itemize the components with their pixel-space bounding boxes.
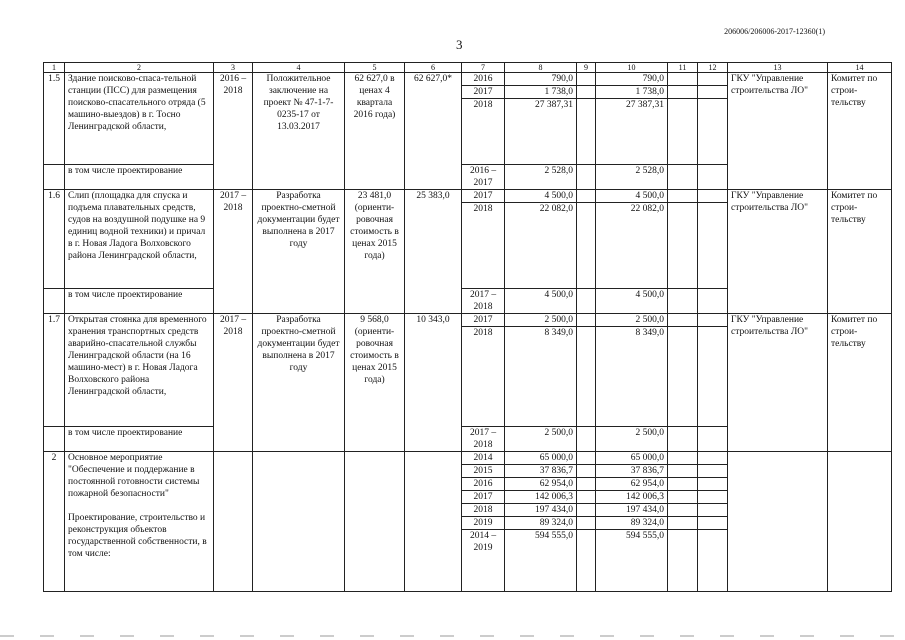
row-number: 1.6 [44,190,65,289]
year-cell: 2018 [462,504,505,517]
column-number-header: 13 [728,63,828,73]
regional-amount: 62 954,0 [596,478,668,491]
empty-cell [668,99,698,165]
empty-cell [668,86,698,99]
row-number: 1.7 [44,314,65,427]
total-amount: 2 500,0 [505,314,577,327]
responsible [828,452,892,592]
year-cell: 2017 [462,314,505,327]
executor: ГКУ "Управление строительства ЛО" [728,314,828,452]
total-amount: 594 555,0 [505,530,577,592]
regional-amount: 22 082,0 [596,203,668,289]
regional-amount: 197 434,0 [596,504,668,517]
column-number-header: 3 [214,63,253,73]
empty-cell [577,314,596,327]
total-amount: 4 500,0 [505,289,577,314]
subtotal-label: в том числе проектирование [65,289,214,314]
total-amount: 8 349,0 [505,327,577,427]
empty-cell [698,314,728,327]
regional-amount: 142 006,3 [596,491,668,504]
total-amount: 37 836,7 [505,465,577,478]
table-row [44,73,892,86]
regional-amount: 594 555,0 [596,530,668,592]
empty-cell [44,427,65,452]
empty-cell [698,517,728,530]
column-number-header: 8 [505,63,577,73]
year-cell: 2017 – 2018 [462,289,505,314]
empty-cell [577,73,596,86]
table-row [44,452,892,465]
column-number-header: 5 [345,63,405,73]
total-amount: 2 528,0 [505,165,577,190]
year-cell: 2016 [462,478,505,491]
responsible: Комитет по строи-тельству [828,73,892,190]
column-number-header: 11 [668,63,698,73]
regional-amount: 4 500,0 [596,190,668,203]
subtotal-label: в том числе проектирование [65,427,214,452]
empty-cell [668,517,698,530]
estimated-cost: 62 627,0 в ценах 4 квартала 2016 года) [345,73,405,190]
empty-cell [577,165,596,190]
year-cell: 2016 – 2017 [462,165,505,190]
basis-cell: Положительное заключение на проект № 47-1-7-0235-17 от 13.03.2017 [253,73,345,190]
regional-amount: 8 349,0 [596,327,668,427]
regional-amount: 2 500,0 [596,314,668,327]
table-row [44,314,892,327]
empty-cell [577,289,596,314]
total-amount: 4 500,0 [505,190,577,203]
empty-cell [577,99,596,165]
total-amount: 1 738,0 [505,86,577,99]
subtotal-label: в том числе проектирование [65,165,214,190]
executor: ГКУ "Управление строительства ЛО" [728,190,828,314]
year-cell: 2018 [462,203,505,289]
column-number-header: 12 [698,63,728,73]
row-number: 2 [44,452,65,592]
empty-cell [698,530,728,592]
total-amount: 790,0 [505,73,577,86]
empty-cell [668,73,698,86]
year-cell: 2017 – 2018 [462,427,505,452]
year-cell: 2017 [462,491,505,504]
table-row [44,190,892,203]
empty-cell [698,165,728,190]
document-id: 206006/206006-2017-12360(1) [724,27,825,36]
empty-cell [698,465,728,478]
regional-amount: 2 500,0 [596,427,668,452]
empty-cell [698,452,728,465]
main-activity-subtitle: Проектирование, строительство и реконструкция объектов государственной собственности, в том числе: [68,513,207,559]
basis-cell [253,452,345,592]
year-cell: 2014 [462,452,505,465]
empty-cell [668,289,698,314]
total-amount: 197 434,0 [505,504,577,517]
empty-cell [668,504,698,517]
empty-cell [668,478,698,491]
scan-edge-artifact [0,635,905,637]
current-cost [405,452,462,592]
empty-cell [668,530,698,592]
object-name [65,452,214,592]
column-number-header: 2 [65,63,214,73]
column-number-header: 4 [253,63,345,73]
empty-cell [577,478,596,491]
year-cell: 2014 – 2019 [462,530,505,592]
empty-cell [698,478,728,491]
empty-cell [577,517,596,530]
total-amount: 62 954,0 [505,478,577,491]
responsible: Комитет по строи-тельству [828,314,892,452]
empty-cell [577,203,596,289]
investment-table [43,62,892,592]
empty-cell [668,491,698,504]
empty-cell [668,465,698,478]
row-number: 1.5 [44,73,65,165]
object-name: Открытая стоянка для временного хранения транспортных средств аварийно-спасательной службы Ленинградской области (на 16 машино-мест) в г. Новая Ладога Волховского района Ленинградской области, [65,314,214,427]
regional-amount: 65 000,0 [596,452,668,465]
empty-cell [577,491,596,504]
object-name: Здание поисково-спаса-тельной станции (ПСС) для размещения поисково-спасательного отряда (5 машино-выездов) в г. Тосно Ленинградской области, [65,73,214,165]
executor [728,452,828,592]
empty-cell [698,73,728,86]
responsible: Комитет по строи-тельству [828,190,892,314]
total-amount: 142 006,3 [505,491,577,504]
empty-cell [577,427,596,452]
column-number-row [44,63,892,73]
year-cell: 2018 [462,327,505,427]
total-amount: 22 082,0 [505,203,577,289]
column-number-header: 10 [596,63,668,73]
empty-cell [668,327,698,427]
regional-amount: 37 836,7 [596,465,668,478]
empty-cell [668,165,698,190]
empty-cell [577,327,596,427]
period-cell [214,452,253,592]
column-number-header: 6 [405,63,462,73]
object-name: Слип (площадка для спуска и подъема плавательных средств, судов на воздушной подушке на 9 единиц водной техники) и причал в г. Новая Ладога Волховского района Ленинградской области, [65,190,214,289]
estimated-cost: 9 568,0 (ориенти-ровочная стоимость в ценах 2015 года) [345,314,405,452]
period-cell: 2016 – 2018 [214,73,253,190]
year-cell: 2019 [462,517,505,530]
column-number-header: 1 [44,63,65,73]
empty-cell [44,165,65,190]
basis-cell: Разработка проектно-сметной документации будет выполнена в 2017 году [253,190,345,314]
estimated-cost: 23 481,0 (ориенти-ровочная стоимость в ценах 2015 года) [345,190,405,314]
year-cell: 2017 [462,86,505,99]
total-amount: 2 500,0 [505,427,577,452]
total-amount: 89 324,0 [505,517,577,530]
column-number-header: 7 [462,63,505,73]
regional-amount: 89 324,0 [596,517,668,530]
regional-amount: 790,0 [596,73,668,86]
empty-cell [577,530,596,592]
empty-cell [698,86,728,99]
regional-amount: 27 387,31 [596,99,668,165]
regional-amount: 2 528,0 [596,165,668,190]
empty-cell [577,190,596,203]
empty-cell [577,86,596,99]
executor: ГКУ "Управление строительства ЛО" [728,73,828,190]
empty-cell [698,99,728,165]
empty-cell [698,190,728,203]
empty-cell [577,452,596,465]
column-number-header: 9 [577,63,596,73]
current-cost: 25 383,0 [405,190,462,314]
empty-cell [698,203,728,289]
empty-cell [668,203,698,289]
year-cell: 2015 [462,465,505,478]
regional-amount: 4 500,0 [596,289,668,314]
empty-cell [698,427,728,452]
empty-cell [44,289,65,314]
empty-cell [668,190,698,203]
regional-amount: 1 738,0 [596,86,668,99]
page-number: 3 [456,37,463,52]
main-activity-title: Основное мероприятие "Обеспечение и поддержание в постоянной готовности системы пожарной безопасности" [68,453,200,499]
empty-cell [698,289,728,314]
current-cost: 10 343,0 [405,314,462,452]
empty-cell [668,427,698,452]
empty-cell [698,491,728,504]
empty-cell [668,452,698,465]
year-cell: 2016 [462,73,505,86]
period-cell: 2017 – 2018 [214,190,253,314]
column-number-header: 14 [828,63,892,73]
empty-cell [698,327,728,427]
year-cell: 2018 [462,99,505,165]
total-amount: 27 387,31 [505,99,577,165]
year-cell: 2017 [462,190,505,203]
empty-cell [698,504,728,517]
basis-cell: Разработка проектно-сметной документации будет выполнена в 2017 году [253,314,345,452]
empty-cell [577,465,596,478]
estimated-cost [345,452,405,592]
period-cell: 2017 – 2018 [214,314,253,452]
current-cost: 62 627,0* [405,73,462,190]
empty-cell [577,504,596,517]
empty-cell [668,314,698,327]
total-amount: 65 000,0 [505,452,577,465]
